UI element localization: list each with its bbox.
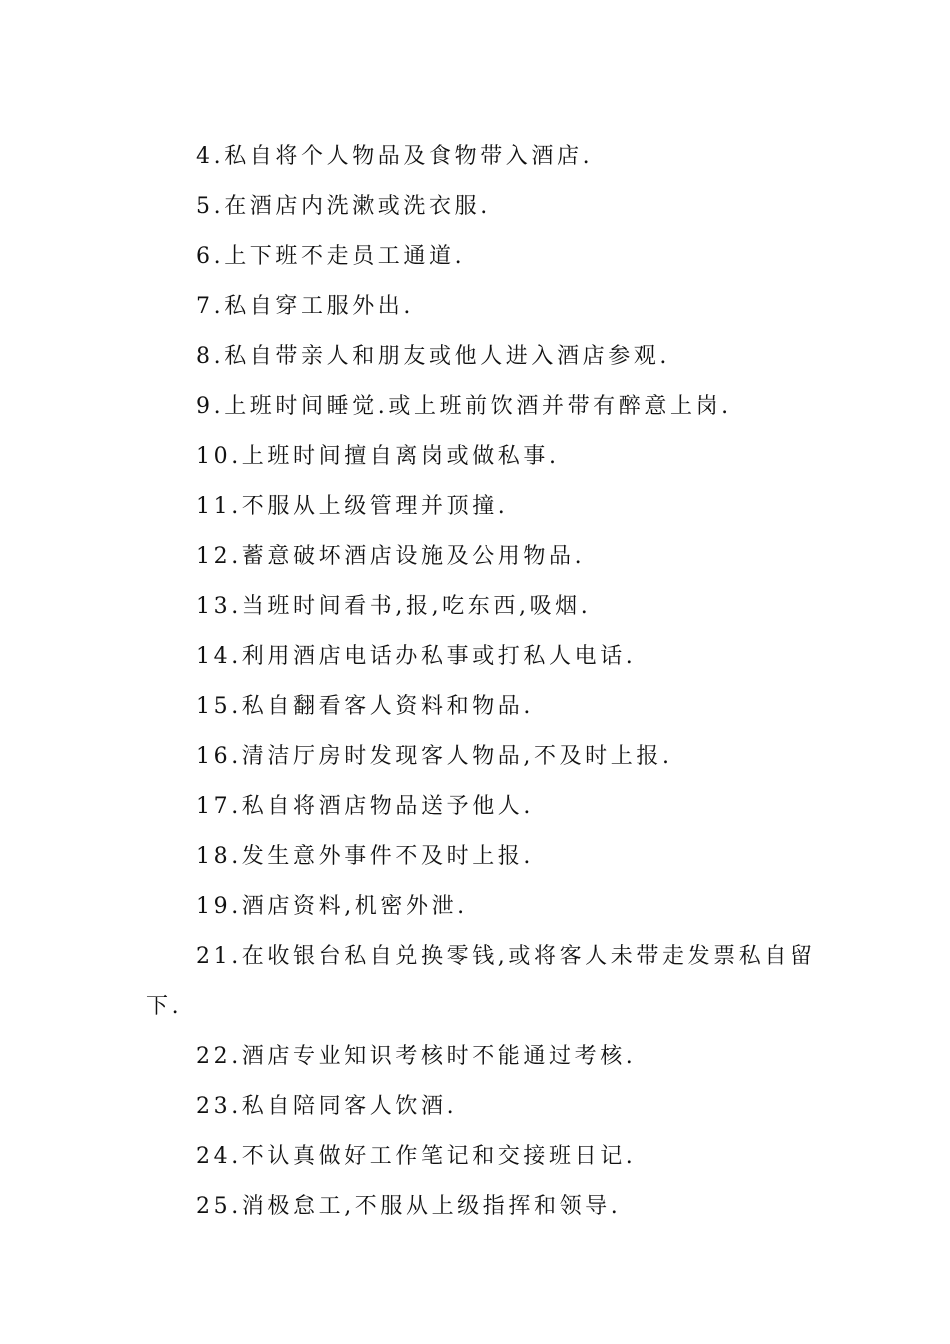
rule-item: 9.上班时间睡觉.或上班前饮酒并带有醉意上岗. (196, 394, 732, 419)
rules-list (146, 132, 816, 1232)
rule-item: 7.私自穿工服外出. (196, 294, 414, 319)
rule-item: 5.在酒店内洗漱或洗衣服. (196, 194, 491, 219)
rule-item: 17.私自将酒店物品送予他人. (196, 794, 534, 819)
rule-item: 13.当班时间看书,报,吃东西,吸烟. (196, 594, 592, 619)
rule-item: 4.私自将个人物品及食物带入酒店. (196, 144, 594, 169)
rule-item: 19.酒店资料,机密外泄. (196, 894, 468, 919)
rule-item: 21.在收银台私自兑换零钱,或将客人未带走发票私自留下. (146, 944, 816, 1019)
rule-item: 25.消极怠工,不服从上级指挥和领导. (196, 1194, 622, 1219)
rule-item: 18.发生意外事件不及时上报. (196, 844, 534, 869)
rule-item: 10.上班时间擅自离岗或做私事. (196, 444, 560, 469)
rule-item: 6.上下班不走员工通道. (196, 244, 466, 269)
rule-item: 24.不认真做好工作笔记和交接班日记. (196, 1144, 637, 1169)
rule-item: 16.清洁厅房时发现客人物品,不及时上报. (196, 744, 673, 769)
rule-item: 23.私自陪同客人饮酒. (196, 1094, 458, 1119)
rule-item: 12.蓄意破坏酒店设施及公用物品. (196, 544, 586, 569)
rule-item: 15.私自翻看客人资料和物品. (196, 694, 534, 719)
rule-item: 22.酒店专业知识考核时不能通过考核. (196, 1044, 637, 1069)
rule-item: 14.利用酒店电话办私事或打私人电话. (196, 644, 637, 669)
rule-item: 8.私自带亲人和朋友或他人进入酒店参观. (196, 344, 670, 369)
rule-item: 11.不服从上级管理并顶撞. (196, 494, 509, 519)
